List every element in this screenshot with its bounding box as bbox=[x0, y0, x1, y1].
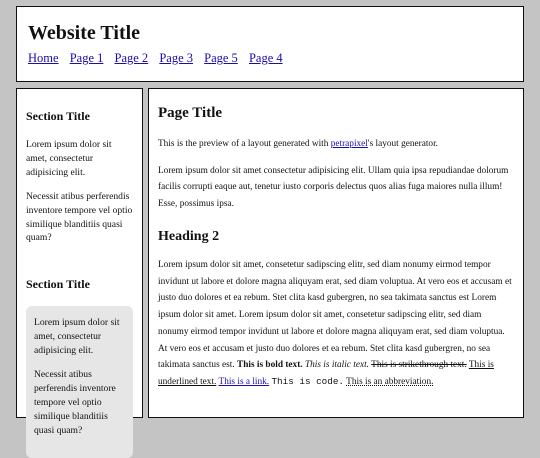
abbreviation-text: This is an abbreviation. bbox=[346, 377, 434, 388]
sidebar-text: Lorem ipsum dolor sit amet, consectetur adipisicing elit. bbox=[34, 317, 120, 357]
bold-text: This is bold text. bbox=[237, 360, 303, 371]
sidebar-text: Necessit atibus perferendis inventore tempore vel optio similique blanditiis quasi quam? bbox=[34, 369, 116, 436]
italic-text: This is italic text. bbox=[304, 360, 369, 371]
code-text: This is code. bbox=[271, 376, 344, 388]
body-paragraph: Lorem ipsum dolor sit amet consectetur adipisicing elit. Ullam quia ipsa repudiandae dolorum facilis corrupti eaque aut, tenetur iusto corporis delectus quos alias fuga maiores nulla illum! Esse, possimus ipsa. bbox=[158, 165, 509, 210]
sidebar-section-title: Section Title bbox=[26, 277, 90, 292]
sidebar-highlight-box bbox=[26, 306, 133, 457]
nav-bar bbox=[28, 51, 291, 66]
petrapixel-link[interactable]: petrapixel bbox=[330, 139, 368, 149]
intro-paragraph bbox=[158, 136, 514, 153]
sidebar-text: Lorem ipsum dolor sit amet, consectetur adipisicing elit. bbox=[26, 139, 112, 178]
intro-text: This is the preview of a layout generated with bbox=[158, 139, 331, 149]
main-content bbox=[148, 88, 524, 418]
sidebar-section-title: Section Title bbox=[26, 109, 90, 123]
site-header bbox=[16, 6, 524, 82]
nav-link-page-3[interactable]: Page 3 bbox=[159, 51, 193, 65]
strikethrough-text: This is strikethrough text. bbox=[371, 360, 467, 371]
nav-link-page-5[interactable]: Page 5 bbox=[204, 51, 238, 65]
page-title: Page Title bbox=[158, 105, 223, 121]
site-title: Website Title bbox=[28, 22, 141, 44]
heading-2: Heading 2 bbox=[158, 228, 220, 244]
nav-link-page-4[interactable]: Page 4 bbox=[248, 51, 283, 65]
nav-link-page-2[interactable]: Page 2 bbox=[114, 51, 149, 65]
underlined-text: This is underlined text. bbox=[158, 360, 494, 388]
sidebar bbox=[16, 88, 143, 436]
nav-link-home[interactable]: Home bbox=[28, 51, 59, 65]
body-paragraph bbox=[158, 257, 514, 391]
example-link[interactable]: This is a link. bbox=[218, 377, 270, 388]
nav-link-page-1[interactable]: Page 1 bbox=[69, 51, 104, 65]
body-text: Lorem ipsum dolor sit amet, consetetur sadipscing elitr, sed diam nonumy eirmod tempor invidunt ut labore et dolore magna aliquyam erat, sed diam voluptua. At vero eos et accusam et justo duo dolores et ea rebum. Stet clita kasd gubergren, no sea takimata sanctus est Lorem ipsum dolor sit amet. Lorem ipsum dolor sit amet, consetetur sadipscing elitr, sed diam nonumy eirmod tempor invidunt ut labore et dolore magna aliquyam erat, sed diam voluptua. At vero eos et accusam et justo duo dolores et ea rebum. Stet clita kasd gubergren, no sea takimata sanctus est. bbox=[158, 259, 512, 371]
sidebar-text: Necessit atibus perferendis inventore tempore vel optio similique blanditiis quasi quam? bbox=[26, 190, 133, 244]
intro-text-suffix: 's layout generator. bbox=[367, 139, 438, 149]
